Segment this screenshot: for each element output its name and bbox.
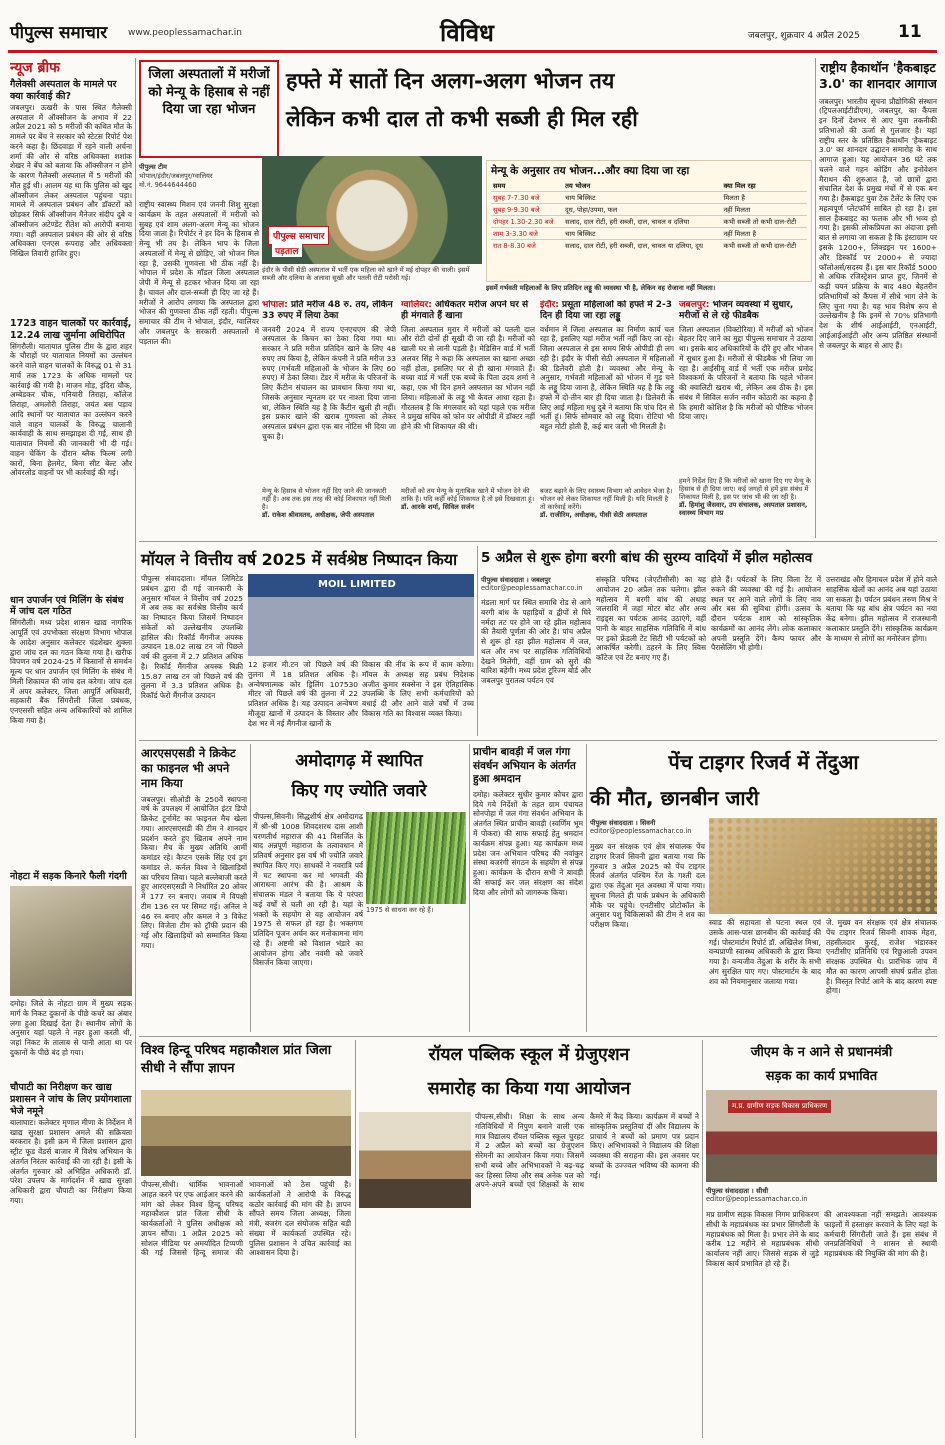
logo-stamp: पीपुल्स समाचार: [268, 226, 329, 245]
cricket-headline: आरएसएसडी ने क्रिकेट का फाइनल भी अपने नाम किया: [141, 746, 236, 791]
brief-title: नोहटा में सड़क किनारे फैली गंदगी: [10, 871, 127, 883]
bargi-email: editor@peoplessamachar.co.in: [481, 584, 583, 592]
section-title: विविध: [440, 19, 494, 47]
menu-cell: नहीं मिलता: [721, 204, 807, 216]
bargi-col1: मंडला मार्ग पर स्थित समाधि रोड से आगे बरगी बांध के पहाड़ियों व द्वीपों से घिरे नर्मदा तट पर होने जा रहे झील महोत्सव की तैयारी पूर्णता की ओर है। पांच अप्रैल से शुरू हो रहा झील महोत्सव में जल, थल और नभ पर साहसिक गतिविधियों देखने मिलेंगी, वहीं ग्राम को सुरों की बारिश बहेगी। मध्य प्रदेश टूरिज्म बोर्ड और जबलपुर पुरातत्व पर्यटन एवं: [481, 598, 591, 686]
city-name: इंदौर:: [540, 300, 559, 310]
city-name: जबलपुर:: [679, 300, 710, 310]
city-column-indore: [540, 300, 674, 536]
city-name: भोपाल:: [262, 300, 288, 310]
jmk-photo-credit: पीपुल्स संवाददाता । सीधी: [706, 1187, 769, 1195]
brief-body: सिंगरौली। यातायात पुलिस टीम के द्वारा शहर के चौराहों पर यातायात नियमों का उल्लंघन करने वाले वाहन चालकों के विरुद्ध 01 से 31 मार्च तक 1723 के अधिक मामलों पर कार्रवाई की गयी है। माजन मोड़, इंदिरा चौक, अम्बेडकर चौक, गनियारी तिराहा, कॉलेज तिराहा, अमलोरी तिराहा, जयंत बस पड़ाव आदि स्थानों पर यातायात का उल्लंघन करने वाले वाहन चालकों के विरुद्ध चालानी कार्यवाही के साथ समझाइश दी गई, साथ ही यातायात नियमों की जानकारी भी दी गई। वाहन चेकिंग के दौरान ब्लैक फिल्म लगी कारों, बिना हेलमेट, बिना सीट बेल्ट और ओवरलोड वाहनों पर भी कार्रवाई की गई।: [10, 341, 132, 478]
city-column-bhopal: [262, 300, 396, 536]
menu-cell: मिलता है: [721, 192, 807, 204]
city-quote-by: डॉ. आरके शर्मा, सिविल सर्जन: [401, 502, 475, 511]
bawdi-body: दमोह। कलेक्टर सुधीर कुमार कोचर द्वारा दिये गये निर्देशों के तहत ग्राम पंचायत सोनपोहा में जल गंगा संवर्धन अभियान के अंतर्गत स्थित प्राचीन बावड़ी (स्वर्णिम भूम में पोकरा) की साफ सफाई हेतु श्रमदान कार्यक्रम संपन्न हुआ। यह कार्यक्रम मध्य प्रदेश जन अभियान परिषद की नवांकुर संस्था बजरंगी संगठन के सहयोग से संपन्न हुआ। कार्यक्रम के दौरान सभी ने बावड़ी की सफाई कर जल संरक्षण का संदेश दिया और लोगों को जागरूक किया।: [473, 789, 583, 897]
city-quote: बजट बढ़ाने के लिए स्वास्थ्य विभाग को आवेदन भेजा है। भोजन को लेकर शिकायत नहीं मिली है। यदि मिलती है तो कार्रवाई करेंगे।: [540, 486, 673, 511]
byline-mobile: मो.नं. 9644644460: [139, 181, 197, 189]
column-divider: [135, 58, 136, 1438]
page-number: 11: [898, 22, 922, 42]
column-divider: [250, 744, 251, 1032]
moil-col2: 12 हजार मी.टन जो पिछले वर्ष की तुलना में 18 प्रतिशत अधिक है। अन्वेषणात्मक कोर ड्रिलिंग 107530 मीटर जो पिछले वर्ष की तुलना में 22 प्रतिशत अधिक है। यह उत्पादन अन्वेषण मौजूदा खानों में उत्पादन के विस्तार और देश भर में नई मैंगनीज खानों के: [248, 660, 358, 728]
menu-cell: कभी सब्जी तो कभी दाल-रोटी: [721, 216, 807, 228]
menu-row: [491, 192, 807, 204]
brief-body: बालाघाट। कलेक्टर मृणाल मीणा के निर्देशन में खाद्य सुरक्षा प्रशासन अमले की सक्रियता बरकरार है। इसी क्रम में जिला प्रशासन द्वारा स्ट्रीट फूड वेंडर्स बाजार में विशेष अभियान के अंतर्गत निरंतर कार्रवाई की जा रही है। इसी के अंतर्गत गुरुवार को अभिहित अधिकारी डॉ. परेश उपलप के मार्गदर्शन में खाद्य सुरक्षा अधिकारी द्वारा चौपाटी का निरीक्षण किया गया।: [10, 1117, 132, 1205]
bargi-col2: संस्कृति परिषद (जेएटीसीसी) का यह आयोजन 20 अप्रैल तक चलेगा। झील महोत्सव में बरगी बांध की अथाह जलराशि में जहां मोटर बोट और अन्य राइड्स का पर्यटक आनंद उठाएंगे, वहीं पानी के बाहर साहसिक गतिविधि में बांध पर इको फ्रेंडली टेंट सिटी भी पर्यटकों को आकर्षित करेगी। ठहरने के लिए स्विस कॉटेज एवं टेंट बनाए गए हैं।: [596, 575, 706, 663]
masthead-brand: पीपुल्स समाचार: [10, 23, 108, 43]
city-head: [401, 300, 535, 323]
brief-title: गैलेक्सी अस्पताल के मामले पर क्या कार्रवाई की?: [10, 79, 117, 102]
hospital-headline-1: हफ्ते में सातों दिन अलग-अलग भोजन तय: [286, 69, 615, 94]
jyoti-body: पीपल्स,सिवनी। सिद्धशीर्ष क्षेत्र अमोदागढ़ में श्री-श्री 1008 शिवदशरथ दास आशी चरणतीर्थ महाराज की 41 विसर्जित के बाद अन्नपूर्ण महाराज के तत्वावधान में प्रतिवर्ष अनुसार इस वर्ष भी ज्योति जवारे स्थापित किए गए। साधकों ने नवरात्रि पर्व में घट स्थापना कर मां भगवती की आराधना आरंभ की है। आश्रम के संचालक मंडल ने बताया कि ये परंपरा कई वर्षों से चली आ रही है। यहां के भक्तों के सहयोग से यह आयोजन वर्ष 1975 से सफल हो रहा है। भक्तगण प्रतिदिन पूजन अर्चन कर मनोकामना मांग रहे हैं। अष्टमी को विशाल भंडारे का आयोजन होगा और नवमी को जवारे विसर्जन किया जाएगा।: [253, 812, 363, 968]
jmk-col1: मप्र ग्रामीण सड़क विकास निगम प्राधिकरण सीधी के महाप्रबंधक का प्रभार सिंगरौली के महाप्रबंधक को मिला है। प्रभार लेने के बाद करीब 12 महीने से महाप्रबंधक सीधी कार्यालय नहीं आए। जिससे सड़क से जुड़े विकास कार्य प्रभावित हो रहे हैं।: [706, 1210, 819, 1268]
city-body: जिला अस्पताल मुरार में मरीजों को पतली दाल और रोटी दोनों ही सूखी दी जा रही है। मरीजों को खाली घर से लानी पड़ती है। मेडिसिन वार्ड में भर्ती अलवर सिंह ने कहा कि अस्पताल का खाना अच्छा नहीं होता, इसलिए घर से ही खाना मंगवाते हैं। बच्चा वार्ड में भर्ती एक बच्चे के पिता उदय शर्मा ने कहा, एक भी दिन हमने अस्पताल का भोजन नहीं लिया। महिलाओं के लड्डू भी केवल आधा रहता है। गौरतलब है कि मंगलवार को यहां पहले एक मरीज ने प्रमुख सचिव को फोन पर ओपीडी में डॉक्टर नहीं होने की भी शिकायत की थी।: [401, 324, 535, 432]
bargi-col4: उत्तराखंड और हिमाचल प्रदेश में होने वाले साहसिक खेलों का आनंद अब यहां उठाया जा सकता है। पर्यटन प्रबंधन तरुण मिश्र ने बताया कि यह बांध क्षेत्र पर्यटन का नया केंद्र बनेगा। झील महोत्सव में राजस्थानी कलाकार प्रस्तुति देंगे। सांस्कृतिक कार्यक्रम के माध्यम से लोगों का मनोरंजन होगा।: [826, 575, 937, 643]
menu-header: तय भोजन: [565, 182, 591, 190]
photo-caption-2: इसमें सब्जी और दलिया के अलावा सूखी और पतली रोटी परोसी गई।: [262, 266, 470, 283]
leopard-col1: मुख्य वन संरक्षक एवं क्षेत्र संचालक पेंच टाइगर रिजर्व सिवनी द्वारा बताया गया कि गुरुवार 3 अप्रैल 2025 को पेंच टाइगर रिजर्व अंतर्गत पश्चिम रेंज के गश्ती दल द्वारा एक तेंदुआ मृत अवस्था में पाया गया। सूचना मिलते ही पार्क प्रबंधन के अधिकारी मौके पर पहुंचे। एनटीसीए प्रोटोकॉल के अनुसार पशु चिकित्सकों की टीम ने शव का परीक्षण किया।: [590, 842, 705, 930]
leopard-col3: जे. मुख्य वन संरक्षक एवं क्षेत्र संचालक पेंच टाइगर रिजर्व सिवनी शावक मेहरा, तहसीलदार कुरई, राजेश भंडारकर एनटीसीए प्रतिनिधि एवं रिछुआली उपवन संरक्षक उपस्थित थे। प्रारंभिक जांच में मौत का कारण आपसी संघर्ष प्रतीत होता है। विस्तृत रिपोर्ट आने के बाद कारण स्पष्ट होगा।: [826, 918, 937, 996]
city-quote-by: डॉ. राकेश श्रीवास्तव, अधीक्षक, जेपी अस्पताल: [262, 511, 375, 520]
menu-title: मेन्यू के अनुसार तय भोजन...और क्या दिया जा रहा: [491, 165, 690, 177]
menu-cell: सुबह 9-9.30 बजे: [491, 204, 563, 216]
news-brief-label: न्यूज ब्रीफ: [10, 60, 60, 76]
pdtal-tag: पड़ताल: [272, 244, 302, 257]
photo-caption-1: इंदौर के पीसी सेठी अस्पताल में भर्ती एक महिला को खाने में मई दोपहर की थाली।: [262, 266, 456, 274]
masthead-rule: [8, 50, 937, 53]
royal-photo: [359, 1112, 471, 1208]
section-rule: [139, 1036, 937, 1037]
royal-headline-2: समारोह का किया गया आयोजन: [427, 1079, 631, 1099]
menu-header: समय: [493, 182, 506, 190]
leopard-col2: स्वाड की सहायता से घटना स्थल एवं उसके आस-पास छानबीन की कार्रवाई की गई। पोस्टमार्टम रिपोर्ट डॉ. अखिलेश मिश्रा, वन्यप्राणी स्वास्थ्य अधिकारी के द्वारा किया गया है। वन्यजीव तेंदुआ के शरीर के सभी अंग सुरक्षित पाए गए। पोस्टमार्टम के बाद शव को नियमानुसार जलाया गया।: [709, 918, 821, 986]
menu-table: [491, 180, 807, 251]
byline-cities: भोपाल/इंदौर/जबलपुर/ग्वालियर: [139, 172, 213, 180]
hospital-byline: [139, 162, 259, 189]
dateline: जबलपुर, शुक्रवार 4 अप्रैल 2025: [748, 31, 860, 41]
masthead: [0, 0, 945, 50]
menu-row: [491, 204, 807, 216]
royal-headline-1: रॉयल पब्लिक स्कूल में ग्रेजुएशन: [428, 1045, 630, 1065]
city-quote-by: डॉ. राजीरिम, अधीक्षक, पीसी सेठी अस्पताल: [540, 511, 648, 520]
menu-cell: कभी सब्जी तो कभी दाल-रोटी: [721, 240, 807, 252]
hospital-kicker-box: [139, 60, 279, 158]
city-headline: अधिकतर मरीज अपने घर से ही मंगवाते हैं खाना: [401, 300, 529, 322]
menu-cell: सुबह 7-7.30 बजे: [491, 192, 563, 204]
jmk-headline-2: सड़क का कार्य प्रभावित: [765, 1069, 878, 1084]
hospital-meal-photo: [262, 156, 482, 264]
hackathon-story: [819, 60, 937, 538]
column-divider: [469, 744, 470, 1032]
jmk-email: editor@peoplessamachar.co.in: [706, 1195, 808, 1203]
cricket-body: जबलपुर। सीओडी के 250वें स्थापना वर्ष के उपलक्ष्य में आयोजित इंटर डिपो क्रिकेट टूर्नामेंट का फाइनल मैच खेला गया। आरएसएसडी की टीम ने शानदार प्रदर्शन करते हुए खिताब अपने नाम किया। मैच के मुख्य अतिथि आर्मी कमांडर रहे। कैप्टन एसके सिंह एवं ड्रग कमांडर ले. कर्नल विश्व ने खिलाड़ियों का परिचय लिया। पहले बल्लेबाजी करते हुए आरएसएसडी ने निर्धारित 20 ओवर में 177 रन बनाए। जवाब में विपक्षी टीम 136 रन पर सिमट गई। अनिल ने 46 रन बनाए और कमल ने 3 विकेट लिए। विजेता टीम को ट्रॉफी प्रदान की गई और खिलाड़ियों को सम्मानित किया गया।: [141, 794, 247, 950]
byline-team: पीपुल्स टीम: [139, 163, 167, 171]
jyoti-headline-1: अमोदागढ़ में स्थापित: [295, 751, 423, 771]
jmk-office-photo: [706, 1090, 937, 1182]
column-divider: [477, 546, 478, 736]
city-quote: हमने निर्देश दिए हैं कि मरीजों को खाना दिए गए मेन्यू के हिसाब से ही दिया जाए। कई जगहों से हमें इस संबंध में शिकायत मिली है, इस पर जांच भी की जा रही है।: [679, 476, 811, 501]
bargi-col3: होते हैं। पर्यटकों के लिए विला टेंट में रुकने की व्यवस्था की गई है। आयोजन स्थल पर आने वाले लोगों के लिए नाव और बस की सुविधा होगी। उत्सव के दौरान पर्यटक शाम को सांस्कृतिक कार्यक्रमों का आनंद लेंगे। लोक कलाकार अपनी प्रस्तुति देंगे। कैम्प फायर और पैरासेलिंग भी होगी।: [711, 575, 821, 653]
news-brief-column: [10, 58, 132, 1443]
city-head: [679, 300, 813, 323]
city-headline: प्रसूता महिलाओं को हफ्ते में 2-3 दिन ही दिया जा रहा लड्डू: [540, 300, 673, 322]
menu-box: [486, 160, 812, 282]
leopard-headline-1: पेंच टाइगर रिजर्व में तेंदुआ: [668, 750, 859, 774]
photo-caption: [262, 266, 482, 282]
menu-row: [491, 216, 807, 228]
brief-body: दमोह। जिले के नोहटा ग्राम में मुख्य सड़क मार्ग के निकट दुकानों के पीछे कचरे का अंबार लगा हुआ दिखाई देता है। स्थानीय लोगों के अनुसार यहां पहले ने नहर हुआ करती थी, जहां निकट के तालाब से पानी आता था पर दुकानों के पीछे बंद हो गया।: [10, 999, 132, 1057]
bargi-headline: 5 अप्रैल से शुरू होगा बरगी बांध की सुरम्य वादियों में झील महोत्सव: [481, 550, 813, 566]
city-column-gwalior: [401, 300, 535, 536]
city-name: ग्वालियर:: [401, 300, 432, 310]
menu-cell: दोपहर 1.30-2.30 बजे: [491, 216, 563, 228]
menu-cell: दूध, पोहा/उपमा, फल: [563, 204, 721, 216]
vhp-headline: विश्व हिन्दू परिषद महाकौशल प्रांत जिला सीधी ने सौंपा ज्ञापन: [141, 1043, 332, 1077]
masthead-website: www.peoplessamachar.in: [128, 28, 242, 38]
city-quote: मरीजों को तय मेन्यू के मुताबिक खाने में भोजन देने की ताकि है। यदि कहीं कोई शिकायत है तो इसे दिखवाता हूं।: [401, 486, 535, 503]
nohata-garbage-photo: [10, 886, 132, 996]
brief-title: 1723 वाहन चालकों पर कार्रवाई, 12.24 लाख जुर्माना अधिरोपित: [10, 317, 132, 341]
city-body: जनवरी 2024 में राज्य एनएचएम की जेपी अस्पताल के किचन का ठेका दिया गया था। सरकार ने प्रति मरीज प्रतिदिन खाने के लिए 48 रुपए तय किया है, लेकिन कंपनी ने प्रति मरीज 33 रुपए (गर्भवती महिलाओं के भोजन के लिए 60 रुपए) में ठेका लिया। टेंडर में मरीज के परिजनों के लिए कैंटीन संचालन का प्रावधान किया गया था, जिसके अनुसार न्यूनतम दर पर नाश्ता दिया जाना था, लेकिन स्थिति यह है कि कैंटीन खुली ही नहीं। इस प्रकार खाने की खराब गुणवत्ता को लेकर अस्पताल प्रबंधन द्वारा एक बार नोटिस भी दिया जा चुका है।: [262, 324, 396, 441]
menu-row: [491, 240, 807, 252]
hospital-kicker: जिला अस्पतालों में मरीजों को मेन्यू के हिसाब से नहीं दिया जा रहा भोजन: [148, 67, 270, 118]
menu-cell: शाम 3-3.30 बजे: [491, 228, 563, 240]
bawdi-story: [473, 746, 583, 1032]
moil-event-photo: [248, 574, 474, 656]
jmk-col2: की आवश्यकता नहीं समझते। आवश्यक फाइलों में हस्ताक्षर करवाने के लिए यहां के कर्मचारी सिंगरौली जाते हैं। इस संबंध में जनप्रतिनिधियों ने शासन से स्थायी महाप्रबंधक की नियुक्ति की मांग की है।: [824, 1210, 937, 1259]
city-body: जिला अस्पताल (विक्टोरिया) में मरीजों को भोजन बेहतर दिए जाने का मुद्दा पीपुल्स समाचार ने उठाया था। इसके बाद अधिकारियों के दौरे हुए और भोजन में सुधार हुआ है। मरीजों से फीडबैक भी लिया जा रहा है। आईसीयू वार्ड में भर्ती एक मरीज प्रमोद विश्वकर्मा के परिजनों ने बताया कि पहले भोजन की क्वालिटी खराब थी, लेकिन अब ठीक है। इस संबंध में सिविल सर्जन नवीन कोठारी का कहना है कि हमारी कोशिश है कि मरीजों को पौष्टिक भोजन दिया जाए।: [679, 324, 813, 422]
brief-body: सिंगरौली। मध्य प्रदेश शासन खाद्य नागरिक आपूर्ति एवं उपभोक्ता संरक्षण विभाग भोपाल के आदेश अनुसार कलेक्टर चंद्रशेखर शुक्ला द्वारा जांच दल का गठन किया गया है। खरीफ विपणन वर्ष 2024-25 में किसानों से समर्थन मूल्य पर धान उपार्जन एवं मिलिंग के संबंध में मिली शिकायत की जांच दल करेगा। जांच दल में अपर कलेक्टर, जिला आपूर्ति अधिकारी, सहकारी बैंक सिंगरौली जिला प्रबंधक, एनएससी सहित अन्य अधिकारियों को शामिल किया गया है।: [10, 618, 132, 725]
leopard-email: editor@peoplessamachar.co.in: [590, 827, 692, 835]
brief-title: धान उपार्जन एवं मिलिंग के संबंध में जांच दल गठित: [10, 594, 124, 618]
brief-body: जबलपुर। ऊखरी के पास स्थित गैलेक्सी अस्पताल में ऑक्सीजन के अभाव में 22 अप्रैल 2021 को 5 मरीजों की कथित मौत के मामले पर बेंच ने सरकार को स्टेटस रिपोर्ट पेश करने कहा है। छिंदवाड़ा में रहने वाली अर्चना शर्मा की ओर से वरिष्ठ अधिवक्ता शशांक शेखर ने बेंच को बताया कि ऑक्सीजन न होने के कारण गैलेक्सी अस्पताल में 5 मरीजों की मौत हुई थी। आलम यह था कि पुलिस को खुद ऑक्सीजन लेकर अस्पताल पहुंचना पड़ा। मामले में अस्पताल प्रबंधन और डॉक्टरों को छोड़कर सिर्फ ऑक्सीजन मैनेजर संदीप दुबे व ऑक्सीजन अटेण्डेंट रीतेश को आरोपी बनाया गया। वहीं अस्पताल प्रबंधन की ओर से वरिष्ठ अधिवक्ता एनएस रूपराह और अधिवक्ता निखिल तिवारी हाजिर हुए।: [10, 102, 132, 259]
menu-note: इसमें गर्भवती महिलाओं के लिए प्रतिदिन लड्डू की व्यवस्था भी है, लेकिन वह रोजाना नहीं मिलता।: [486, 284, 716, 292]
menu-cell: चाय बिस्किट: [563, 228, 721, 240]
section-rule: [139, 740, 937, 741]
menu-cell: रात 8-8.30 बजे: [491, 240, 563, 252]
moil-col1: पीपुल्स संवाददाता। मॉयल लिमिटेड प्रबंधन द्वारा दी गई जानकारी के अनुसार मॉयल ने वित्तीय वर्ष 2025 में अब तक का सर्वश्रेष्ठ वित्तीय कार्य का निष्पादन किया जिसमें निष्पादन संकेतों को उल्लेखनीय उपलब्धि हासिल की। रिकॉर्ड मैंगनीज अयस्क उत्पादन 18.02 लाख टन जो पिछले वर्ष की तुलना में 2.7 प्रतिशत अधिक है। रिकॉर्ड मैंगनीज अयस्क बिक्री 15.87 लाख टन जो पिछले वर्ष की तुलना में 3.3 प्रतिशत अधिक है। रिकॉर्ड फेरो मैंगनीज उत्पादन: [141, 574, 243, 701]
column-divider: [702, 1040, 703, 1438]
royal-body: पीपल्स,सीधी। शिक्षा के साथ अन्य गतिविधियों में निपुण बनाने वाली एक मात्र विद्यालय रॉयल पब्लिक स्कूल चुरहट में 2 अप्रैल को बच्चों का ग्रेजुएशन सेरेमनी का आयोजन किया गया। जिसमें सभी बच्चे और अभिभावकों ने बढ़-चढ़ कर हिस्सा लिया और सब अनेक पल को अपने-अपने बच्चों एवं शिक्षकों के साथ कैमरे में कैद किया। कार्यक्रम में बच्चों ने सांस्कृतिक प्रस्तुतियां दीं और विद्यालय के प्राचार्य ने बच्चों को प्रमाण पत्र प्रदान किए। अभिभावकों ने विद्यालय की शिक्षा व्यवस्था की सराहना की। इस अवसर पर बच्चों के उज्ज्वल भविष्य की कामना की गई।: [475, 1112, 699, 1190]
city-head: [262, 300, 396, 323]
city-quote-by: डॉ. हिमांशु जैसवार, उप संचालक, अस्पताल प्रशासन, स्वास्थ्य विभाग मप्र: [679, 501, 808, 518]
menu-cell: सलाद, दाल रोटी, हरी सब्जी, दाल, चावल व दलिया: [563, 216, 721, 228]
vhp-body: पीपल्स,सीधी। धार्मिक भावनाओं आहत करने पर एफ आईआर करने की मांग को लेकर विश्व हिन्दू परिषद महाकौशल प्रांत जिला सीधी के कार्यकर्ताओं ने पुलिस अधीक्षक को ज्ञापन सौंपा। 1 अप्रैल 2025 को सोशल मीडिया पर अमर्यादित टिप्पणी की गई जिससे हिन्दू समाज की भावनाओं को ठेस पहुंची है। कार्यकर्ताओं ने आरोपी के विरुद्ध कठोर कार्रवाई की मांग की है। ज्ञापन सौंपते समय जिला अध्यक्ष, जिला मंत्री, बजरंग दल संयोजक सहित बड़ी संख्या में कार्यकर्ता उपस्थित रहे। पुलिस प्रशासन ने उचित कार्रवाई का आश्वासन दिया है।: [141, 1180, 351, 1258]
moil-col3: विकास की नींव के रूप में काम करेगा। मॉयल के अध्यक्ष सह प्रबंध निदेशक अजीत कुमार सक्सेना ने इस ऐतिहासिक उपलब्धि के लिए सभी कर्मचारियों को बधाई दी और आने वाले वर्षों में उच्च विकास गति का विश्वास व्यक्त किया।: [362, 660, 474, 718]
menu-cell: सलाद, दाल रोटी, हरी सब्जी, दाल, चावल या दलिया, दूध: [563, 240, 721, 252]
menu-cell: चाय बिस्किट: [563, 192, 721, 204]
leopard-byline: पीपुल्स संवाददाता । सिवनी: [590, 819, 656, 827]
hackathon-headline: राष्ट्रीय हैकाथॉन 'हैकबाइट 3.0' का शानदार आगाज: [819, 60, 937, 92]
bargi-byline: पीपुल्स संवाददाता । जबलपुर: [481, 576, 551, 584]
city-head: [540, 300, 674, 323]
vhp-photo: [141, 1090, 351, 1176]
bargi-byline-box: [481, 575, 591, 592]
cricket-story: [141, 746, 247, 1032]
section-rule: [139, 541, 937, 542]
jmk-byline-box: [706, 1186, 937, 1203]
hospital-headline-2: लेकिन कभी दाल तो कभी सब्जी ही मिल रही: [286, 107, 638, 132]
menu-header: क्या मिल रहा: [723, 182, 756, 190]
jyoti-photo-caption: 1975 से साधना कर रहे हैं।: [366, 906, 434, 914]
moil-banner: MOIL LIMITED: [318, 579, 396, 590]
city-headline: प्रति मरीज 48 रु. तय, लेकिन 33 रुपए में लिया ठेका: [262, 300, 393, 322]
jawara-photo: [366, 812, 466, 904]
menu-header-row: [491, 180, 807, 192]
city-column-jabalpur: [679, 300, 813, 536]
bawdi-headline: प्राचीन बावड़ी में जल गंगा संवर्धन अभियान के अंतर्गत हुआ श्रमदान: [473, 746, 576, 786]
city-headline: भोजन व्यवस्था में सुधार, मरीजों से ले रहे फीडबैक: [679, 300, 794, 322]
menu-row: [491, 228, 807, 240]
moil-headline: मॉयल ने वित्तीय वर्ष 2025 में सर्वश्रेष्ठ निष्पादन किया: [141, 550, 458, 569]
column-divider: [355, 1040, 356, 1438]
city-quote: मेन्यू के हिसाब से भोजन नहीं दिए जाने की जानकारी नहीं है। अब तक इस तरह की कोई शिकायत नहीं मिली है।: [262, 486, 392, 511]
column-divider: [586, 744, 587, 1032]
menu-cell: नहीं मिलता है: [721, 228, 807, 240]
hospital-intro: राष्ट्रीय स्वास्थ्य मिशन एवं जननी शिशु सुरक्षा कार्यक्रम के तहत अस्पतालों में मरीजों को सुबह एवं शाम अलग-अलग मेन्यू का भोजन दिया जाता है। रिपोर्टर ने हर दिन के हिसाब से मेन्यू भी तय है। लेकिन भाप के जिला अस्पतालों में मेन्यू से छोड़िए, जो भोजन मिल रहा है, उसकी गुणवत्ता भी ठीक नहीं है। भोपाल में प्रदेश के मॉडल जिला अस्पताल जेपी में मेन्यू से हटकर भोजन दिया जा रहा है। चावल और दाल-सब्जी ही दिए जा रहे हैं। मरीजों ने आरोप लगाया कि अस्पताल द्वारा भोजन की गुणवत्ता ठीक नहीं रहती। पीपुल्स समाचार की टीम ने भोपाल, इंदौर, ग्वालियर और जबलपुर के सरकारी अस्पतालों में पड़ताल की।: [139, 200, 259, 346]
jyoti-headline-2: किए गए ज्योति जवारे: [291, 781, 427, 801]
jmk-headline-1: जीएम के न आने से प्रधानमंत्री: [750, 1045, 893, 1060]
city-body: वर्धमान में जिला अस्पताल का निर्माण कार्य चल रहा है, इसलिए यहां मरीज भर्ती नहीं किए जा रहे। जिला अस्पताल से इस समय सिर्फ ओपीडी ही लग रही है। इंदौर के पीसी सेठी अस्पताल में महिलाओं की डिलेवरी होती है। व्यवस्था और मेन्यू के अनुसार, गर्भवती महिलाओं को भोजन में गुड़ चने के लड्डू दिया जाना है, लेकिन स्थिति यह है कि लड्डू हफ्ते में दो-तीन बार ही दिया जाता है। डिलेवरी के लिए आई महिला मधु दुबे ने बताया कि पांच दिन से भर्ती हूं। सिर्फ सोमवार को लड्डू दिया। रोटियां भी बहुत मोटी होती हैं, कई बार जली भी मिलती है।: [540, 324, 674, 432]
column-divider: [815, 58, 816, 538]
hackathon-body: जबलपुर। भारतीय सूचना प्रौद्योगिकी संस्थान (ट्रिपलआईटीडीएम), जबलपुर, का कैंपस इन दिनों देशभर से आए युवा तकनीकी प्रतिभाओं की ऊर्जा से गुलजार है। यहां राष्ट्रीय स्तर के प्रतिष्ठित हैकाथॉन 'हैकबाइट 3.0' का शानदार उद्घाटन समारोह के साथ आगाज हुआ। यह आयोजन 36 घंटे तक चलने वाले गहन कोडिंग और इनोवेशन मैराथन की शुरुआत है, जो छात्रों द्वारा संचालित देश के प्रमुख मंचों में से एक बन गया है। हैकबाइट युवा टेक टैलेंट के लिए एक महत्वपूर्ण प्लेटफॉर्म साबित हो रहा है। इस साल हैकबाइट का फलक और भी भव्य हो गया है। इसकी लोकप्रियता का अंदाजा इसी बात से लगाया जा सकता है कि इंस्टाग्राम पर इसके 1200+, लिंक्डइन पर 1600+ और डिस्कॉर्ड पर 2000+ से ज्यादा फॉलोअर्स/सदस्य हैं। इस बार रिकॉर्ड 5000 से अधिक रजिस्ट्रेशन प्राप्त हुए, जिनमें से कड़ी चयन प्रक्रिया के बाद 480 बेहतरीन प्रतिभागियों को कैंपस में सीधे भाग लेने के लिए चुना गया है। यह भाव विशेष रूप से उल्लेखनीय है कि इनमें से 70% प्रतिभागी देश के शीर्ष आईआईटी, एनआईटी, आईआईआईटी और अन्य प्रतिष्ठित संस्थानों से जबलपुर के बाहर से आए हैं।: [819, 96, 937, 350]
brief-title: चौपाटी का निरीक्षण कर खाद्य प्रशासन ने जांच के लिए प्रयोगशाला भेजे नमूने: [10, 1082, 132, 1117]
leopard-byline-box: [590, 818, 705, 835]
office-signboard: म.प्र. ग्रामीण सड़क विकास प्राधिकरण: [728, 1100, 831, 1113]
leopard-photo: [709, 818, 937, 914]
leopard-headline-2: की मौत, छानबीन जारी: [590, 786, 759, 810]
